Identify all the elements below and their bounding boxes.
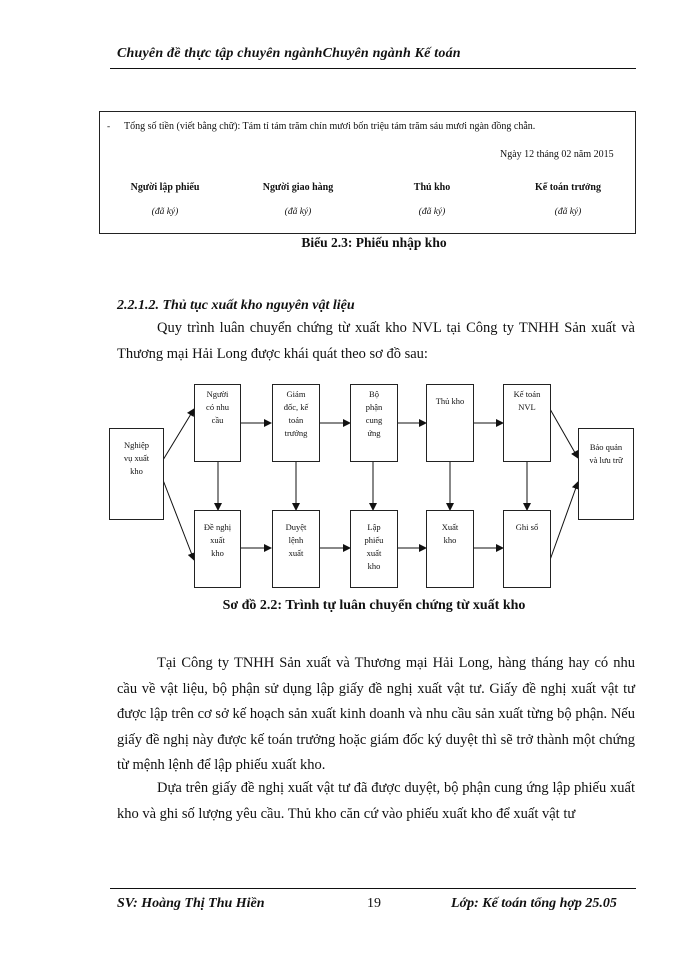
- signature-status: (đã ký): [554, 207, 582, 217]
- body-paragraph-1: Tại Công ty TNHH Sản xuất và Thương mại Hải Long, hàng tháng hay có nhu cầu về vật liệu, bộ phận sử dụng lập giấy đề nghị xuất vật tư. Giấy đề nghị xuất vật tư được lập trên cơ sở kế hoạch sản xuất kinh doanh và nhu cầu sản xuất từng bộ phận. Nếu giấy đề nghị này được kế toán trưởng hoặc giám đốc ký duyệt thì sẽ trở thành một chứng từ mệnh lệnh để lập phiếu xuất kho.: [117, 655, 635, 773]
- receipt-date: Ngày 12 tháng 02 năm 2015: [500, 149, 614, 160]
- node-line: phận: [365, 402, 383, 412]
- node-line: xuất: [288, 548, 304, 558]
- signature-status: (đã ký): [418, 207, 446, 217]
- node-line: kho: [367, 561, 381, 571]
- node-line: lệnh: [288, 535, 304, 545]
- node-line: kho: [443, 535, 457, 545]
- node-line: Lập: [367, 522, 381, 532]
- body-paragraph-2: Dựa trên giấy đề nghị xuất vật tư đã được duyệt, bộ phận cung ứng lập phiếu xuất kho và ghi số lượng yêu cầu. Thủ kho căn cứ vào phiếu xuất kho để xuất vật tư: [117, 780, 635, 822]
- arrow-left-to-bottom: [163, 480, 194, 560]
- node-line: cung: [365, 415, 383, 425]
- node-supply-department: [350, 384, 398, 462]
- list-dash: -: [107, 122, 111, 132]
- table-caption: Biểu 2.3: Phiếu nhập kho: [301, 235, 447, 250]
- node-line: kho: [130, 466, 143, 476]
- section-heading: 2.2.1.2. Thủ tục xuất kho nguyên vật liệu: [117, 298, 355, 313]
- signature-status: (đã ký): [151, 207, 179, 217]
- node-line: vụ xuất: [123, 453, 150, 463]
- signature-title: Kế toán trưởng: [535, 182, 601, 193]
- node-line: xuất: [210, 535, 225, 545]
- node-line: cầu: [211, 415, 224, 425]
- signature-title: Người giao hàng: [262, 182, 334, 193]
- page-header-title: Chuyên đề thực tập chuyên ngànhChuyên ngành Kế toán: [117, 46, 461, 61]
- node-requester: [194, 384, 241, 462]
- node-line: NVL: [518, 402, 536, 412]
- node-line: toán: [288, 415, 304, 425]
- arrow-top-to-right: [550, 409, 578, 458]
- node-line: Duyệt: [285, 522, 307, 532]
- node-line: kho: [211, 548, 224, 558]
- node-line: và lưu trữ: [589, 455, 623, 465]
- node-line: Người: [206, 389, 229, 399]
- node-storekeeper: [426, 384, 474, 462]
- node-line: ứng: [367, 428, 381, 438]
- node-record-books: [503, 510, 551, 588]
- node-line: phiếu: [364, 535, 384, 545]
- footer-divider: [110, 888, 636, 889]
- node-approve-order: [272, 510, 320, 588]
- node-material-accountant: [503, 384, 551, 462]
- page-number: 19: [367, 896, 381, 911]
- node-line: có nhu: [206, 402, 229, 412]
- footer-class: Lớp: Kế toán tổng hợp 25.05: [451, 896, 617, 911]
- node-export-operation: [109, 428, 164, 520]
- node-line: Giám: [286, 389, 306, 399]
- signature-title: Thủ kho: [413, 182, 451, 193]
- arrow-bottom-to-right: [550, 482, 578, 560]
- intro-paragraph: Quy trình luân chuyển chứng từ xuất kho NVL tại Công ty TNHH Sản xuất và Thương mại Hải Long được khái quát theo sơ đồ sau:: [117, 320, 635, 362]
- node-line: đốc, kế: [283, 402, 309, 412]
- node-director-chief-accountant: [272, 384, 320, 462]
- node-storage-archive: [578, 428, 634, 520]
- node-line: Xuất: [441, 522, 459, 532]
- node-line: Thủ kho: [435, 396, 465, 406]
- node-line: xuất: [366, 548, 382, 558]
- node-line: Bộ: [369, 389, 379, 399]
- node-line: Đề nghị: [203, 522, 232, 532]
- node-line: trưởng: [284, 428, 308, 438]
- node-line: Bảo quản: [589, 442, 623, 452]
- signature-status: (đã ký): [284, 207, 312, 217]
- node-line: Ghi sổ: [515, 522, 539, 532]
- node-create-export-slip: [350, 510, 398, 588]
- total-amount-in-words: Tổng số tiền (viết bằng chữ): Tám tỉ tám trăm chín mươi bốn triệu tám trăm sáu mươi ngàn đồng chẵn.: [124, 121, 536, 132]
- arrow-left-to-top: [163, 409, 194, 460]
- node-line: Kế toán: [513, 389, 541, 399]
- footer-student-name: SV: Hoàng Thị Thu Hiền: [117, 896, 265, 911]
- diagram-caption: Sơ đồ 2.2: Trình tự luân chuyển chứng từ xuất kho: [222, 598, 526, 613]
- node-export-request: [194, 510, 241, 588]
- node-line: Nghiệp: [123, 440, 150, 450]
- signature-title: Người lập phiếu: [130, 182, 200, 193]
- node-export-goods: [426, 510, 474, 588]
